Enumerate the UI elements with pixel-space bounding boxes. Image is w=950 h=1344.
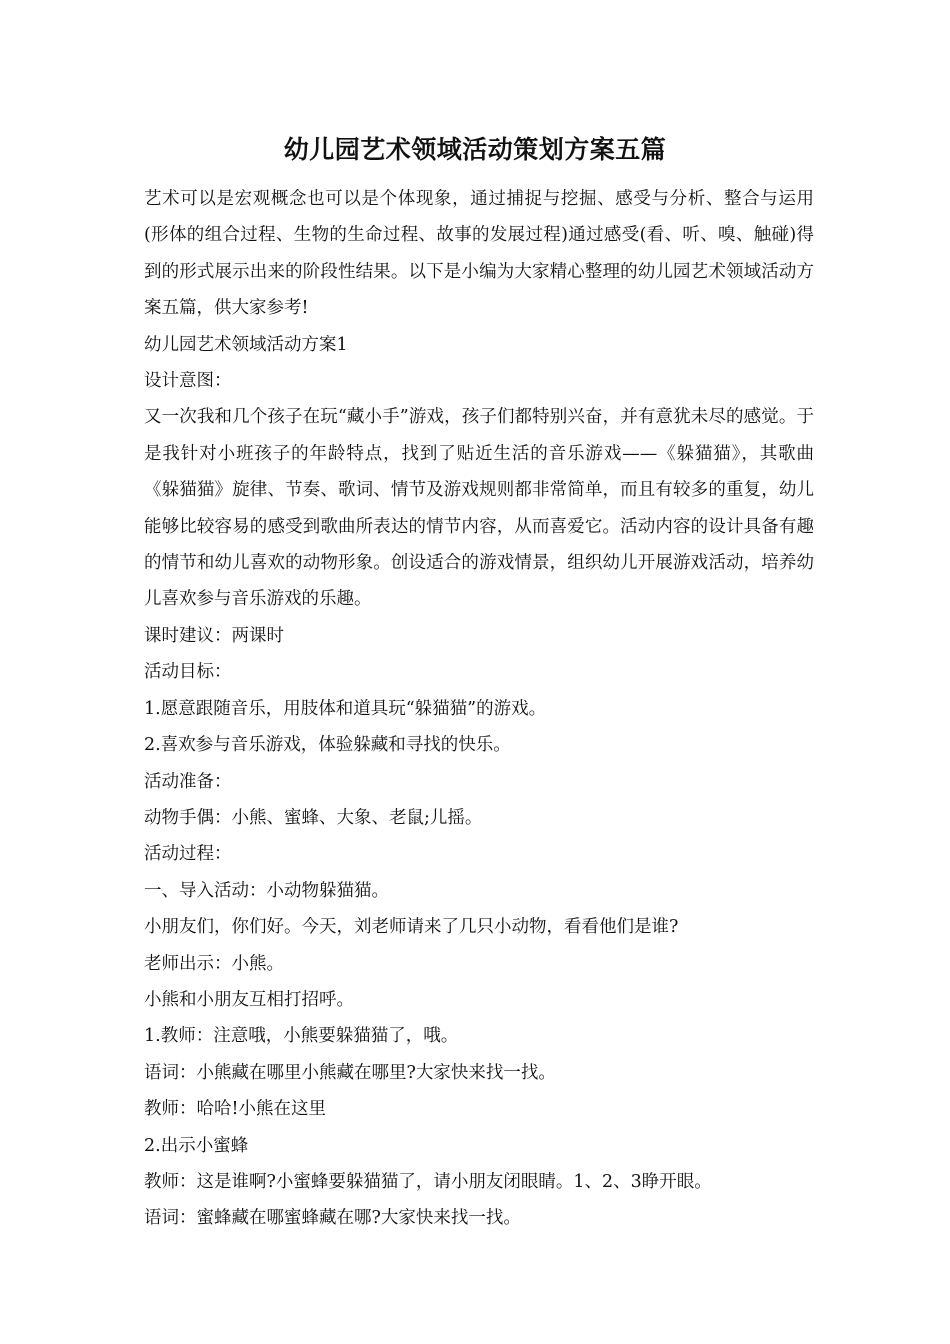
subheading-design-intent: 设计意图： <box>144 371 232 392</box>
process-line: 小熊和小朋友互相打招呼。 <box>144 989 354 1010</box>
process-line: 教师：这是谁啊?小蜜蜂要躲猫猫了，请小朋友闭眼睛。1、2、3睁开眼。 <box>144 1171 712 1192</box>
design-intent-paragraph: 又一次我和几个孩子在玩“藏小手”游戏，孩子们都特别兴奋，并有意犹未尽的感觉。于是我针对小班孩子的年龄特点，找到了贴近生活的音乐游戏——《躲猫猫》，其歌曲《躲猫猫》旋律、节奏、歌词、情节及游戏规则都非常简单，而且有较多的重复，幼儿能够比较容易的感受到歌曲所表达的情节内容，从而喜爱它。活动内容的设计具备有趣的情节和幼儿喜欢的动物形象。创设适合的游戏情景，组织幼儿开展游戏活动，培养幼儿喜欢参与音乐游戏的乐趣。 <box>144 407 814 610</box>
subheading-process: 活动过程： <box>144 844 232 865</box>
process-step-1: 一、导入活动：小动物躲猫猫。 <box>144 880 389 901</box>
goal-item-2: 2.喜欢参与音乐游戏，体验躲藏和寻找的快乐。 <box>144 735 511 756</box>
process-line: 老师出示：小熊。 <box>144 953 284 974</box>
process-line: 教师：哈哈!小熊在这里 <box>144 1099 327 1120</box>
process-line: 语词：小熊藏在哪里小熊藏在哪里?大家快来找一找。 <box>144 1062 556 1083</box>
process-line: 语词：蜜蜂藏在哪蜜蜂藏在哪?大家快来找一找。 <box>144 1208 521 1229</box>
subheading-preparation: 活动准备： <box>144 771 232 792</box>
intro-paragraph: 艺术可以是宏观概念也可以是个体现象，通过捕捉与挖掘、感受与分析、整合与运用(形体的组合过程、生物的生命过程、故事的发展过程)通过感受(看、听、嗅、触碰)得到的形式展示出来的阶段性结果。以下是小编为大家精心整理的幼儿园艺术领域活动方案五篇，供大家参考! <box>144 189 814 319</box>
goal-item-1: 1.愿意跟随音乐，用肢体和道具玩“躲猫猫”的游戏。 <box>144 698 547 719</box>
preparation-text: 动物手偶：小熊、蜜蜂、大象、老鼠;儿摇。 <box>144 807 483 828</box>
process-line: 2.出示小蜜蜂 <box>144 1135 249 1156</box>
document-title: 幼儿园艺术领域活动策划方案五篇 <box>283 135 667 164</box>
process-line: 1.教师：注意哦，小熊要躲猫猫了，哦。 <box>144 1026 459 1047</box>
subheading-goals: 活动目标： <box>144 662 232 683</box>
lesson-suggestion: 课时建议：两课时 <box>144 625 284 646</box>
section-heading-plan-1: 幼儿园艺术领域活动方案1 <box>144 334 348 355</box>
process-line: 小朋友们，你们好。今天，刘老师请来了几只小动物，看看他们是谁? <box>144 917 679 938</box>
document-body <box>144 181 814 1237</box>
